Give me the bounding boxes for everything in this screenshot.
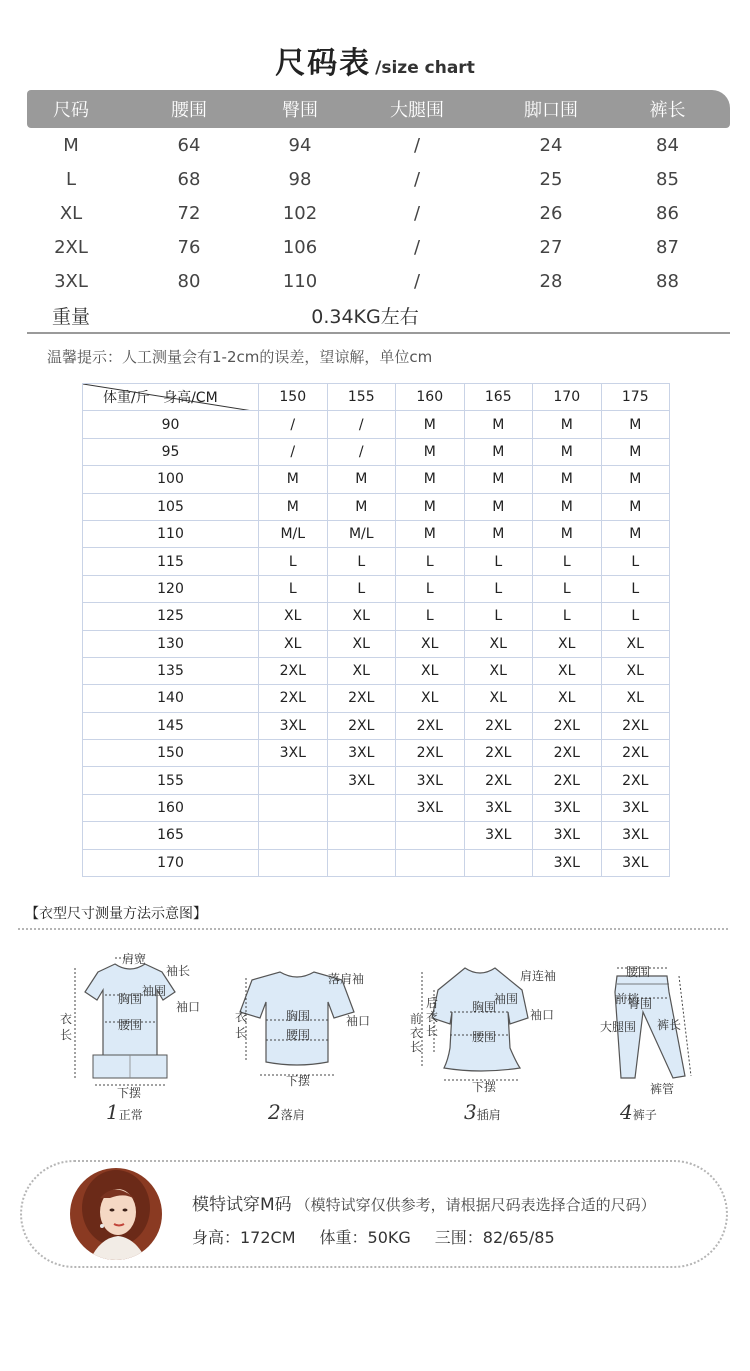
header-waist: 腰围 [171,100,207,121]
size-recommendation-cell: 2XL [396,740,465,767]
size-recommendation-cell: XL [396,630,465,657]
size-recommendation-cell: M [533,493,602,520]
size-recommendation-cell: M [533,466,602,493]
size-recommendation-cell [327,822,396,849]
size-recommendation-cell: XL [533,657,602,684]
size-cell: 86 [656,202,679,224]
label-sleeve-width: 袖围 [494,992,519,1006]
size-cell: 80 [177,270,201,292]
size-cell: 98 [288,168,312,190]
size-cell: 84 [656,134,679,156]
size-recommendation-cell: / [327,438,396,465]
height-header-cell: 175 [601,384,670,411]
label-back-2: 衣 [426,1010,439,1024]
recommendation-row [83,630,670,657]
size-recommendation-cell: L [533,603,602,630]
size-recommendation-cell: M [327,466,396,493]
size-cell: 87 [656,236,679,258]
size-cell: / [413,270,421,292]
height-header-cell: 160 [396,384,465,411]
size-recommendation-cell: M [464,438,533,465]
model-fit-note: （模特试穿仅供参考，请根据尺码表选择合适的尺码） [295,1196,656,1214]
label-raglan-sleeve: 肩连袖 [520,969,557,983]
size-recommendation-cell: 3XL [533,794,602,821]
label-leg-opening: 裤管 [650,1082,675,1096]
weight-cell: 150 [83,740,259,767]
size-cell: 72 [177,202,201,224]
recommendation-table [82,383,670,877]
weight-cell: 145 [83,712,259,739]
size-cell: 68 [177,168,201,190]
size-recommendation-cell: L [533,548,602,575]
label-sleeve-width: 袖围 [142,984,167,998]
size-cell: 85 [656,168,679,190]
size-recommendation-cell: L [601,548,670,575]
size-recommendation-cell: M [533,520,602,547]
size-recommendation-cell: M [601,411,670,438]
size-recommendation-cell: XL [464,685,533,712]
size-recommendation-cell: 2XL [533,712,602,739]
diagonal-line [83,384,259,411]
size-recommendation-cell: XL [327,630,396,657]
weight-cell: 105 [83,493,259,520]
label-hem: 下摆 [472,1080,497,1094]
size-recommendation-cell: 2XL [327,712,396,739]
weight-cell: 170 [83,849,259,876]
size-recommendation-cell: L [533,575,602,602]
size-cell: 76 [177,236,201,258]
size-recommendation-cell: 3XL [601,794,670,821]
weight-cell: 140 [83,685,259,712]
caption-dropped [268,1100,305,1124]
label-length-2: 长 [235,1026,248,1040]
size-recommendation-cell: 2XL [533,767,602,794]
label-chest: 胸围 [118,992,143,1006]
size-recommendation-cell: L [464,548,533,575]
label-waist: 腰围 [626,965,651,979]
size-recommendation-cell [259,849,328,876]
weight-label: 重量 [51,305,90,328]
caption-num: 4 [620,1100,633,1124]
size-recommendation-cell: M [259,493,328,520]
size-recommendation-cell: M [396,493,465,520]
size-recommendation-cell: M [396,438,465,465]
size-recommendation-cell: M [464,411,533,438]
weight-cell: 135 [83,657,259,684]
size-cell: L [65,168,77,190]
model-measurements: 三围：82/65/85 [434,1228,555,1247]
size-recommendation-cell: L [396,603,465,630]
height-header-cell: 150 [259,384,328,411]
label-hem: 下摆 [117,1086,142,1100]
label-cuff: 袖口 [176,1000,201,1014]
label-thigh: 大腿围 [600,1020,637,1034]
size-cell: / [413,236,421,258]
label-cuff: 袖口 [346,1014,371,1028]
recommendation-row [83,849,670,876]
model-stats-line [192,1225,579,1248]
recommendation-row [83,712,670,739]
caption-normal [106,1100,143,1124]
size-recommendation-cell: 3XL [259,712,328,739]
label-hem: 下摆 [286,1074,311,1088]
size-recommendation-cell: 3XL [327,740,396,767]
size-recommendation-cell: 2XL [259,685,328,712]
label-rise: 前档 [615,992,640,1006]
size-recommendation-cell: 2XL [396,712,465,739]
size-recommendation-cell: 3XL [327,767,396,794]
label-front-2: 衣 [410,1026,423,1040]
size-recommendation-cell: M [327,493,396,520]
size-chart-table [27,90,730,334]
size-recommendation-cell: XL [259,603,328,630]
size-recommendation-cell: M [396,466,465,493]
size-recommendation-cell: L [259,575,328,602]
recommendation-row [83,548,670,575]
weight-cell: 110 [83,520,259,547]
model-fit-line [192,1190,656,1215]
recommendation-row [83,685,670,712]
size-recommendation-cell: M [464,520,533,547]
weight-cell: 120 [83,575,259,602]
size-recommendation-cell [259,767,328,794]
size-cell: 2XL [54,236,88,258]
caption-num: 1 [106,1100,119,1124]
size-cell: XL [59,202,83,224]
title-cn: 尺码表 [275,46,372,81]
label-cuff: 袖口 [530,1008,555,1022]
size-recommendation-cell: 2XL [464,740,533,767]
size-recommendation-cell: M [259,466,328,493]
size-recommendation-cell: 3XL [533,849,602,876]
height-header-cell: 155 [327,384,396,411]
size-cell: 88 [656,270,679,292]
size-recommendation-cell: M [601,520,670,547]
size-recommendation-cell: 3XL [396,767,465,794]
size-recommendation-cell: XL [259,630,328,657]
size-cell: / [413,202,421,224]
height-header-cell: 170 [533,384,602,411]
caption-text: 插肩 [476,1108,501,1122]
recommendation-row [83,438,670,465]
label-length-1: 衣 [235,1010,248,1024]
size-row [27,196,730,230]
header-size: 尺码 [53,100,89,121]
size-recommendation-cell: 3XL [533,822,602,849]
weight-cell: 125 [83,603,259,630]
size-recommendation-cell: XL [464,630,533,657]
size-cell: / [413,168,421,190]
model-avatar [70,1168,162,1260]
recommendation-row [83,520,670,547]
size-cell: 24 [539,134,563,156]
size-recommendation-cell [396,849,465,876]
size-recommendation-cell: / [259,411,328,438]
weight-cell: 165 [83,822,259,849]
label-front-1: 前 [410,1012,423,1026]
size-recommendation-cell: M [601,493,670,520]
size-recommendation-cell: 3XL [259,740,328,767]
weight-cell: 90 [83,411,259,438]
label-waist: 腰围 [118,1018,143,1032]
recommendation-row [83,657,670,684]
diagram-title: 【衣型尺寸测量方法示意图】 [25,906,207,922]
size-recommendation-cell: L [464,603,533,630]
size-recommendation-cell: L [327,548,396,575]
size-recommendation-cell: 3XL [396,794,465,821]
size-recommendation-cell: M [396,411,465,438]
header-leg-opening: 脚口围 [524,100,578,121]
caption-text: 裤子 [632,1108,657,1122]
size-recommendation-cell: M [464,493,533,520]
caption-num: 3 [464,1100,477,1124]
label-back-3: 长 [426,1024,439,1038]
size-recommendation-cell [259,794,328,821]
size-recommendation-cell: 2XL [327,685,396,712]
size-recommendation-cell: XL [464,657,533,684]
size-recommendation-cell: L [259,548,328,575]
weight-value: 0.34KG左右 [311,305,419,328]
size-row [27,230,730,264]
model-height: 身高：172CM [192,1228,296,1247]
label-waist: 腰围 [472,1030,497,1044]
size-cell: 25 [539,168,563,190]
page-title [0,38,750,82]
weight-cell: 160 [83,794,259,821]
size-recommendation-cell: M [533,411,602,438]
size-recommendation-cell: 3XL [464,822,533,849]
size-cell: 102 [282,202,318,224]
size-recommendation-cell: L [601,575,670,602]
label-hip: 臀围 [628,997,653,1011]
size-recommendation-cell [259,822,328,849]
weight-cell: 100 [83,466,259,493]
header-thigh: 大腿围 [390,100,444,121]
size-recommendation-cell: L [464,575,533,602]
caption-raglan [464,1100,501,1124]
size-recommendation-cell: / [327,411,396,438]
size-recommendation-cell: XL [327,657,396,684]
size-recommendation-cell [464,849,533,876]
caption-pants [620,1100,657,1124]
corner-cell [83,384,259,411]
size-recommendation-cell [327,794,396,821]
size-row [27,128,730,162]
size-recommendation-cell: XL [396,657,465,684]
size-recommendation-cell: 2XL [464,712,533,739]
size-recommendation-cell: XL [396,685,465,712]
size-recommendation-cell: XL [327,603,396,630]
size-cell: M [63,134,79,156]
header-length: 裤长 [649,100,686,121]
size-recommendation-cell: 2XL [601,767,670,794]
measurement-tip: 温馨提示：人工测量会有1-2cm的误差，望谅解，单位cm [47,348,433,366]
recommendation-row [83,822,670,849]
divider [18,928,728,930]
label-pants-length: 裤长 [657,1018,682,1032]
size-recommendation-cell: XL [533,630,602,657]
size-row [27,162,730,196]
size-cell: 94 [288,134,312,156]
size-recommendation-cell: 3XL [601,822,670,849]
height-header-cell: 165 [464,384,533,411]
label-back-1: 后 [426,996,439,1010]
recommendation-row [83,411,670,438]
recommendation-header-row [83,384,670,411]
model-weight: 体重：50KG [319,1228,411,1247]
label-chest: 胸围 [286,1009,311,1023]
recommendation-row [83,603,670,630]
caption-num: 2 [268,1100,281,1124]
size-recommendation-cell: M/L [259,520,328,547]
caption-text: 落肩 [280,1108,305,1122]
size-recommendation-cell: L [396,575,465,602]
size-recommendation-cell: 2XL [533,740,602,767]
recommendation-row [83,794,670,821]
size-chart-header [27,90,730,128]
size-recommendation-cell: / [259,438,328,465]
corner-weight-label: 体重/斤 [103,390,150,407]
weight-cell: 95 [83,438,259,465]
size-recommendation-cell: L [601,603,670,630]
size-cell: 3XL [54,270,88,292]
size-recommendation-cell: M/L [327,520,396,547]
size-recommendation-cell: XL [601,685,670,712]
size-cell: 110 [282,270,318,292]
recommendation-row [83,466,670,493]
label-chest: 胸围 [472,1000,497,1014]
size-recommendation-cell [327,849,396,876]
size-recommendation-cell: 2XL [601,740,670,767]
size-recommendation-cell: XL [601,657,670,684]
model-fit-size: 模特试穿M码 [192,1195,292,1215]
weight-cell: 115 [83,548,259,575]
size-cell: 28 [539,270,563,292]
weight-row [27,298,730,334]
size-recommendation-cell [396,822,465,849]
label-sleeve-length: 袖长 [166,964,191,978]
size-recommendation-cell: 2XL [259,657,328,684]
label-shoulder: 肩宽 [122,952,147,966]
size-recommendation-cell: XL [533,685,602,712]
size-recommendation-cell: M [464,466,533,493]
header-hip: 臀围 [282,100,318,121]
recommendation-row [83,740,670,767]
label-length-1: 衣 [60,1012,73,1026]
size-cell: 27 [539,236,563,258]
size-row [27,264,730,298]
label-front-3: 长 [410,1040,423,1054]
caption-text: 正常 [118,1108,143,1122]
size-recommendation-cell: XL [601,630,670,657]
label-waist: 腰围 [286,1028,311,1042]
label-length-2: 长 [60,1028,73,1042]
label-drop-sleeve: 落肩袖 [328,972,365,986]
size-cell: 106 [282,236,318,258]
size-recommendation-cell: M [533,438,602,465]
size-recommendation-cell: 3XL [464,794,533,821]
size-recommendation-cell: 2XL [601,712,670,739]
recommendation-row [83,767,670,794]
size-cell: / [413,134,421,156]
size-recommendation-cell: 2XL [464,767,533,794]
weight-cell: 130 [83,630,259,657]
size-recommendation-cell: L [396,548,465,575]
weight-cell: 155 [83,767,259,794]
size-recommendation-cell: 3XL [601,849,670,876]
recommendation-row [83,575,670,602]
corner-height-label: 身高/CM [163,390,218,407]
size-cell: 64 [177,134,201,156]
size-recommendation-cell: M [601,438,670,465]
size-recommendation-cell: M [396,520,465,547]
recommendation-row [83,493,670,520]
size-cell: 26 [539,202,563,224]
size-recommendation-cell: M [601,466,670,493]
size-recommendation-cell: L [327,575,396,602]
title-en: /size chart [375,58,475,78]
